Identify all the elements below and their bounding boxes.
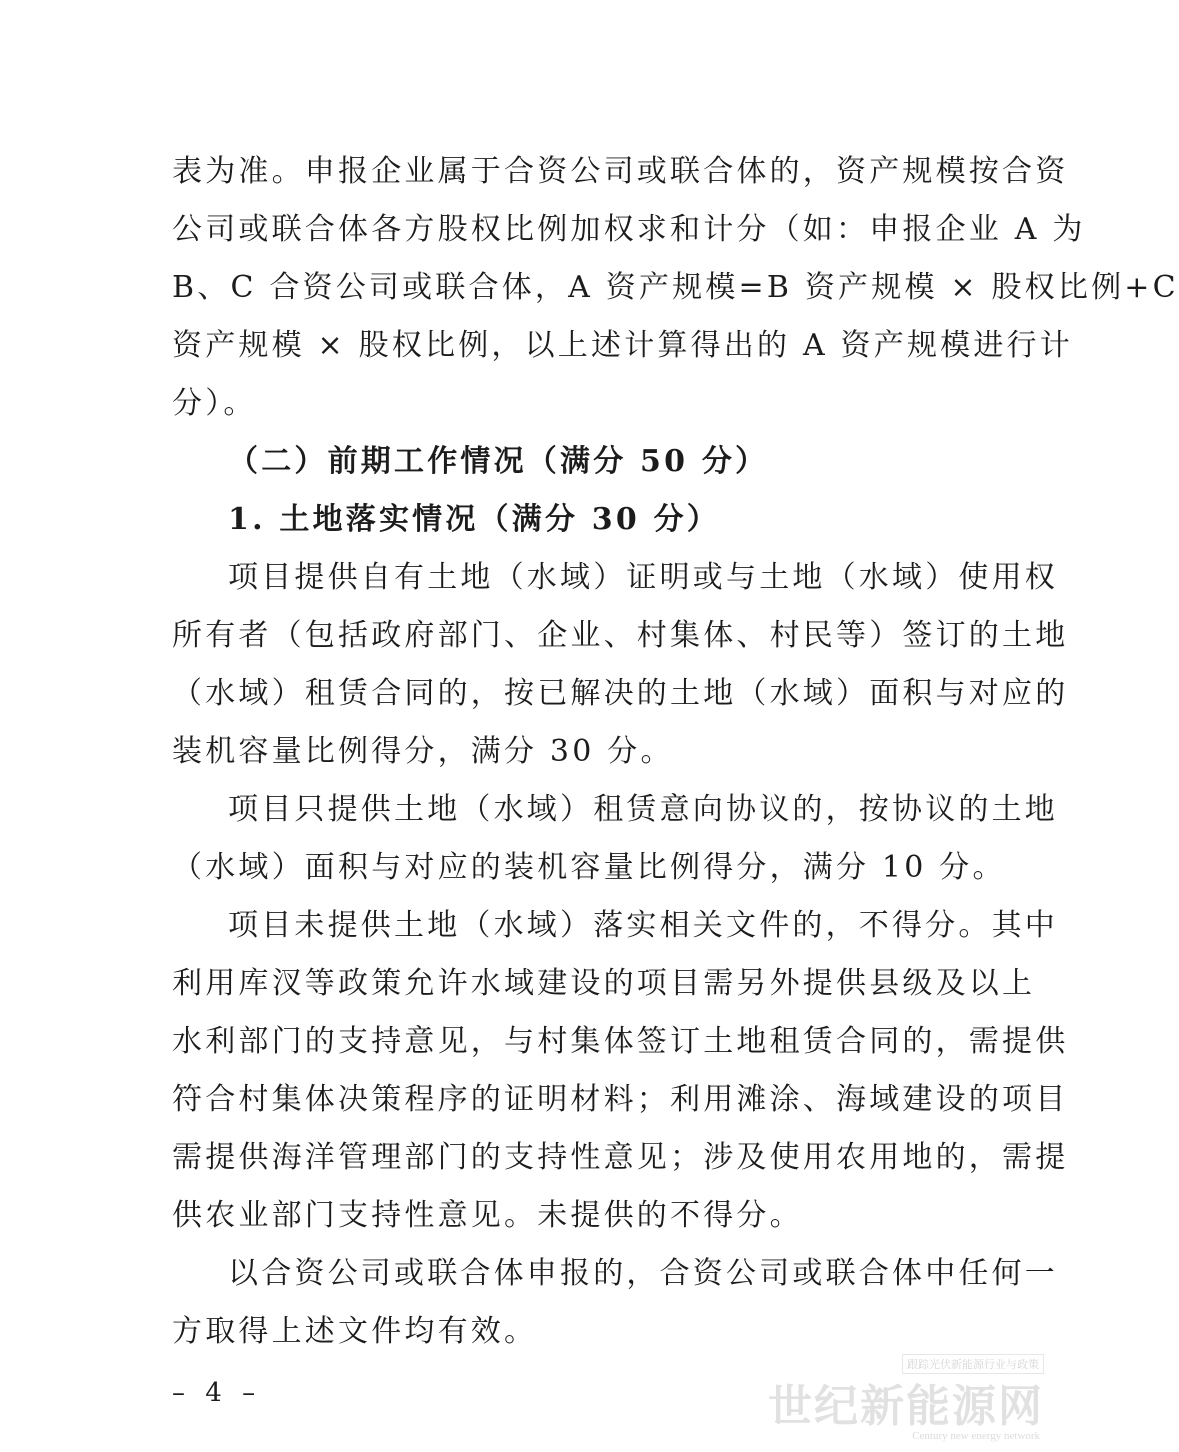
- text-line: 所有者（包括政府部门、企业、村集体、村民等）签订的土地: [172, 618, 1069, 653]
- text-line: 装机容量比例得分，满分 30 分。: [172, 734, 674, 769]
- subsection-heading: 1. 土地落实情况（满分 30 分）: [228, 502, 720, 537]
- section-heading: （二）前期工作情况（满分 50 分）: [228, 444, 769, 479]
- text-line: 项目未提供土地（水域）落实相关文件的，不得分。其中: [228, 908, 1058, 943]
- text-line: 需提供海洋管理部门的支持性意见；涉及使用农用地的，需提: [172, 1140, 1069, 1175]
- watermark-subtitle: Century new energy network: [912, 1430, 1040, 1442]
- text-line: 表为准。申报企业属于合资公司或联合体的，资产规模按合资: [172, 154, 1069, 189]
- page-number: – 4 –: [172, 1378, 262, 1408]
- text-line: 分）。: [172, 386, 257, 421]
- text-line: 方取得上述文件均有效。: [172, 1314, 538, 1349]
- watermark-logo: [768, 1354, 1044, 1446]
- text-line: 项目只提供土地（水域）租赁意向协议的，按协议的土地: [228, 792, 1058, 827]
- watermark-tagline: 跟踪光伏新能源行业与政策: [902, 1354, 1044, 1374]
- text-line: 项目提供自有土地（水域）证明或与土地（水域）使用权: [228, 560, 1058, 595]
- text-line: B、C 合资公司或联合体，A 资产规模=B 资产规模 × 股权比例+C: [172, 270, 1179, 305]
- text-line: 利用库汊等政策允许水域建设的项目需另外提供县级及以上: [172, 966, 1036, 1001]
- text-line: 资产规模 × 股权比例，以上述计算得出的 A 资产规模进行计: [172, 328, 1073, 363]
- text-line: 公司或联合体各方股权比例加权求和计分（如：申报企业 A 为: [172, 212, 1086, 247]
- text-line: 以合资公司或联合体申报的，合资公司或联合体中任何一: [228, 1256, 1058, 1291]
- text-line: （水域）租赁合同的，按已解决的土地（水域）面积与对应的: [172, 676, 1069, 711]
- text-line: （水域）面积与对应的装机容量比例得分，满分 10 分。: [172, 850, 1006, 885]
- text-line: 符合村集体决策程序的证明材料；利用滩涂、海域建设的项目: [172, 1082, 1069, 1117]
- watermark-title: 世纪新能源网: [768, 1381, 1044, 1432]
- text-line: 水利部门的支持意见，与村集体签订土地租赁合同的，需提供: [172, 1024, 1069, 1059]
- text-line: 供农业部门支持性意见。未提供的不得分。: [172, 1198, 803, 1233]
